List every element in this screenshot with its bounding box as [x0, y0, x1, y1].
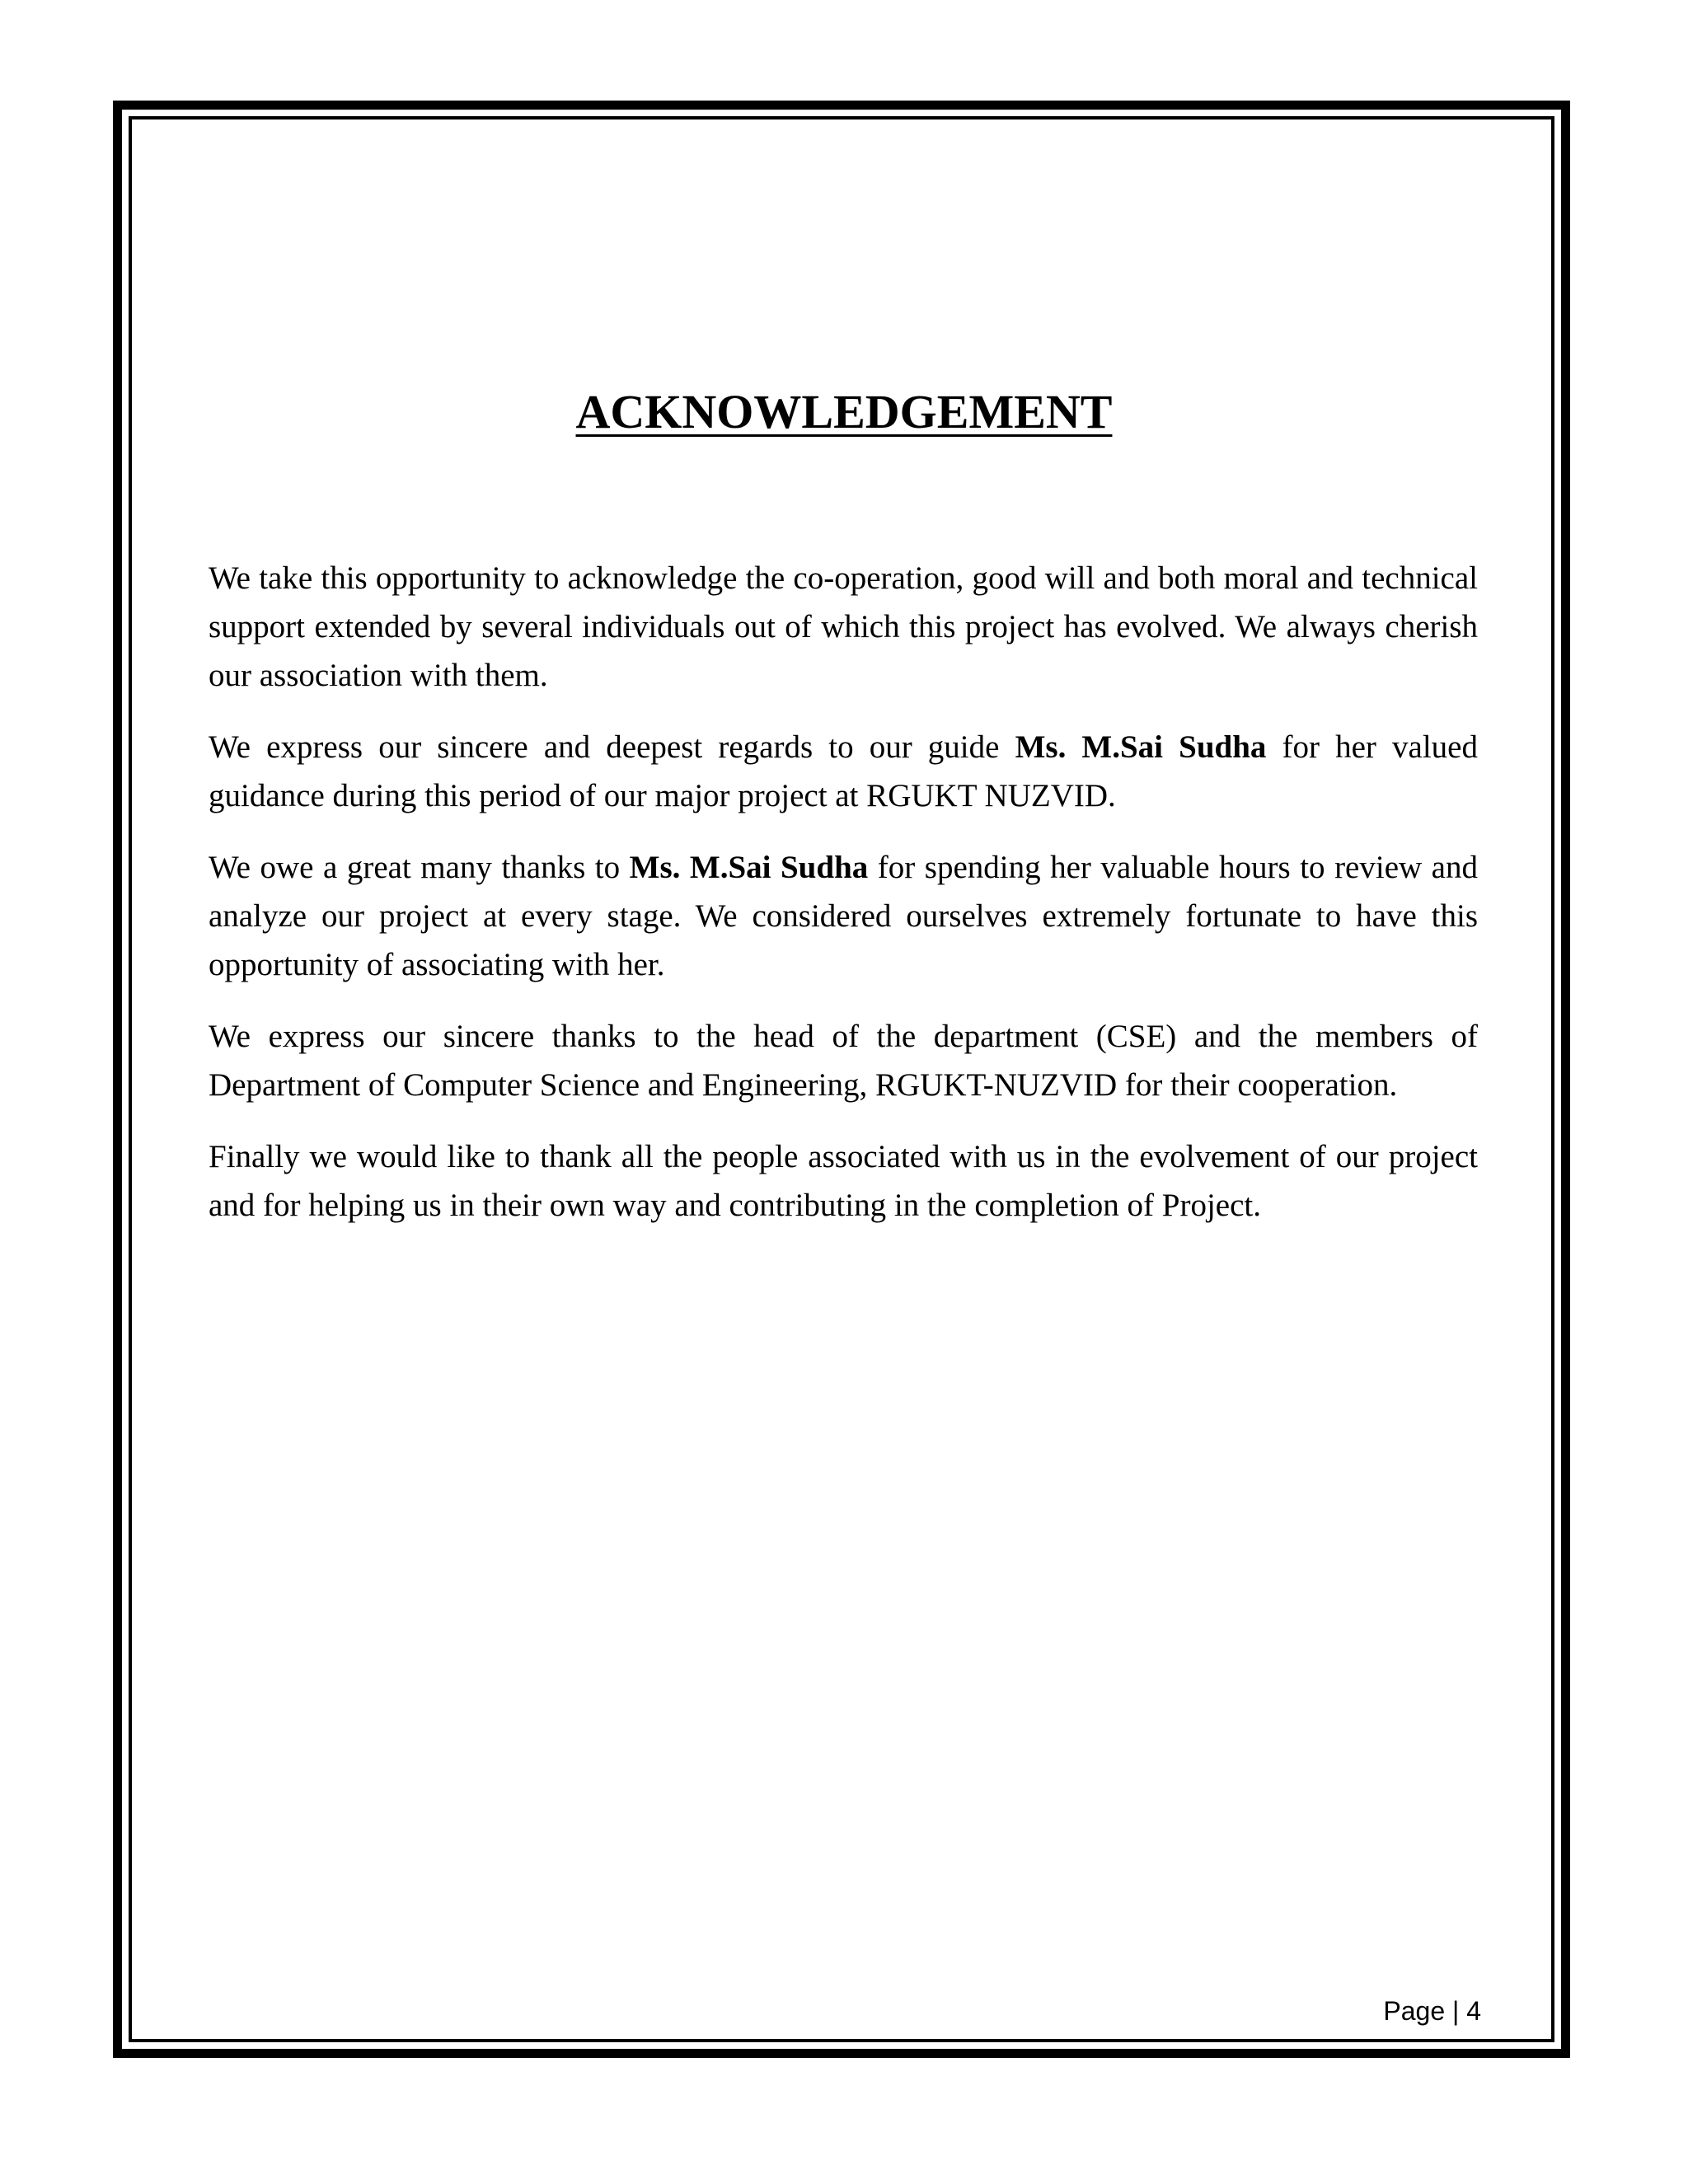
acknowledgement-body	[209, 554, 1478, 1253]
paragraph-guide-regards	[209, 723, 1478, 820]
paragraph-text: We express our sincere and deepest regards to our guide	[209, 729, 1015, 765]
paragraph-text: for spending her valuable hours to review and analyze our project at every stage. We considered ourselves extremely fortunate to have this opportunity of associating with her.	[209, 850, 1478, 982]
guide-name: Ms. M.Sai Sudha	[1015, 729, 1267, 765]
paragraph-department-thanks: We express our sincere thanks to the head of the department (CSE) and the members of Department of Computer Science and Engineering, RGUKT-NUZVID for their cooperation.	[209, 1019, 1478, 1103]
paragraph-closing: Finally we would like to thank all the people associated with us in the evolvement of our project and for helping us in their own way and contributing in the completion of Project.	[209, 1139, 1478, 1223]
paragraph-guide-thanks	[209, 843, 1478, 989]
paragraph-text: for her valued guidance during this period of our major project at RGUKT NUZVID.	[209, 729, 1478, 813]
page-title: ACKNOWLEDGEMENT	[575, 385, 1113, 438]
paragraph-intro: We take this opportunity to acknowledge the co-operation, good will and both moral and technical support extended by several individuals out of which this project has evolved. We always cherish our association with them.	[209, 560, 1478, 693]
page-number: Page | 4	[1383, 1996, 1481, 2026]
paragraph-text: We owe a great many thanks to	[209, 850, 630, 885]
guide-name: Ms. M.Sai Sudha	[629, 850, 869, 885]
